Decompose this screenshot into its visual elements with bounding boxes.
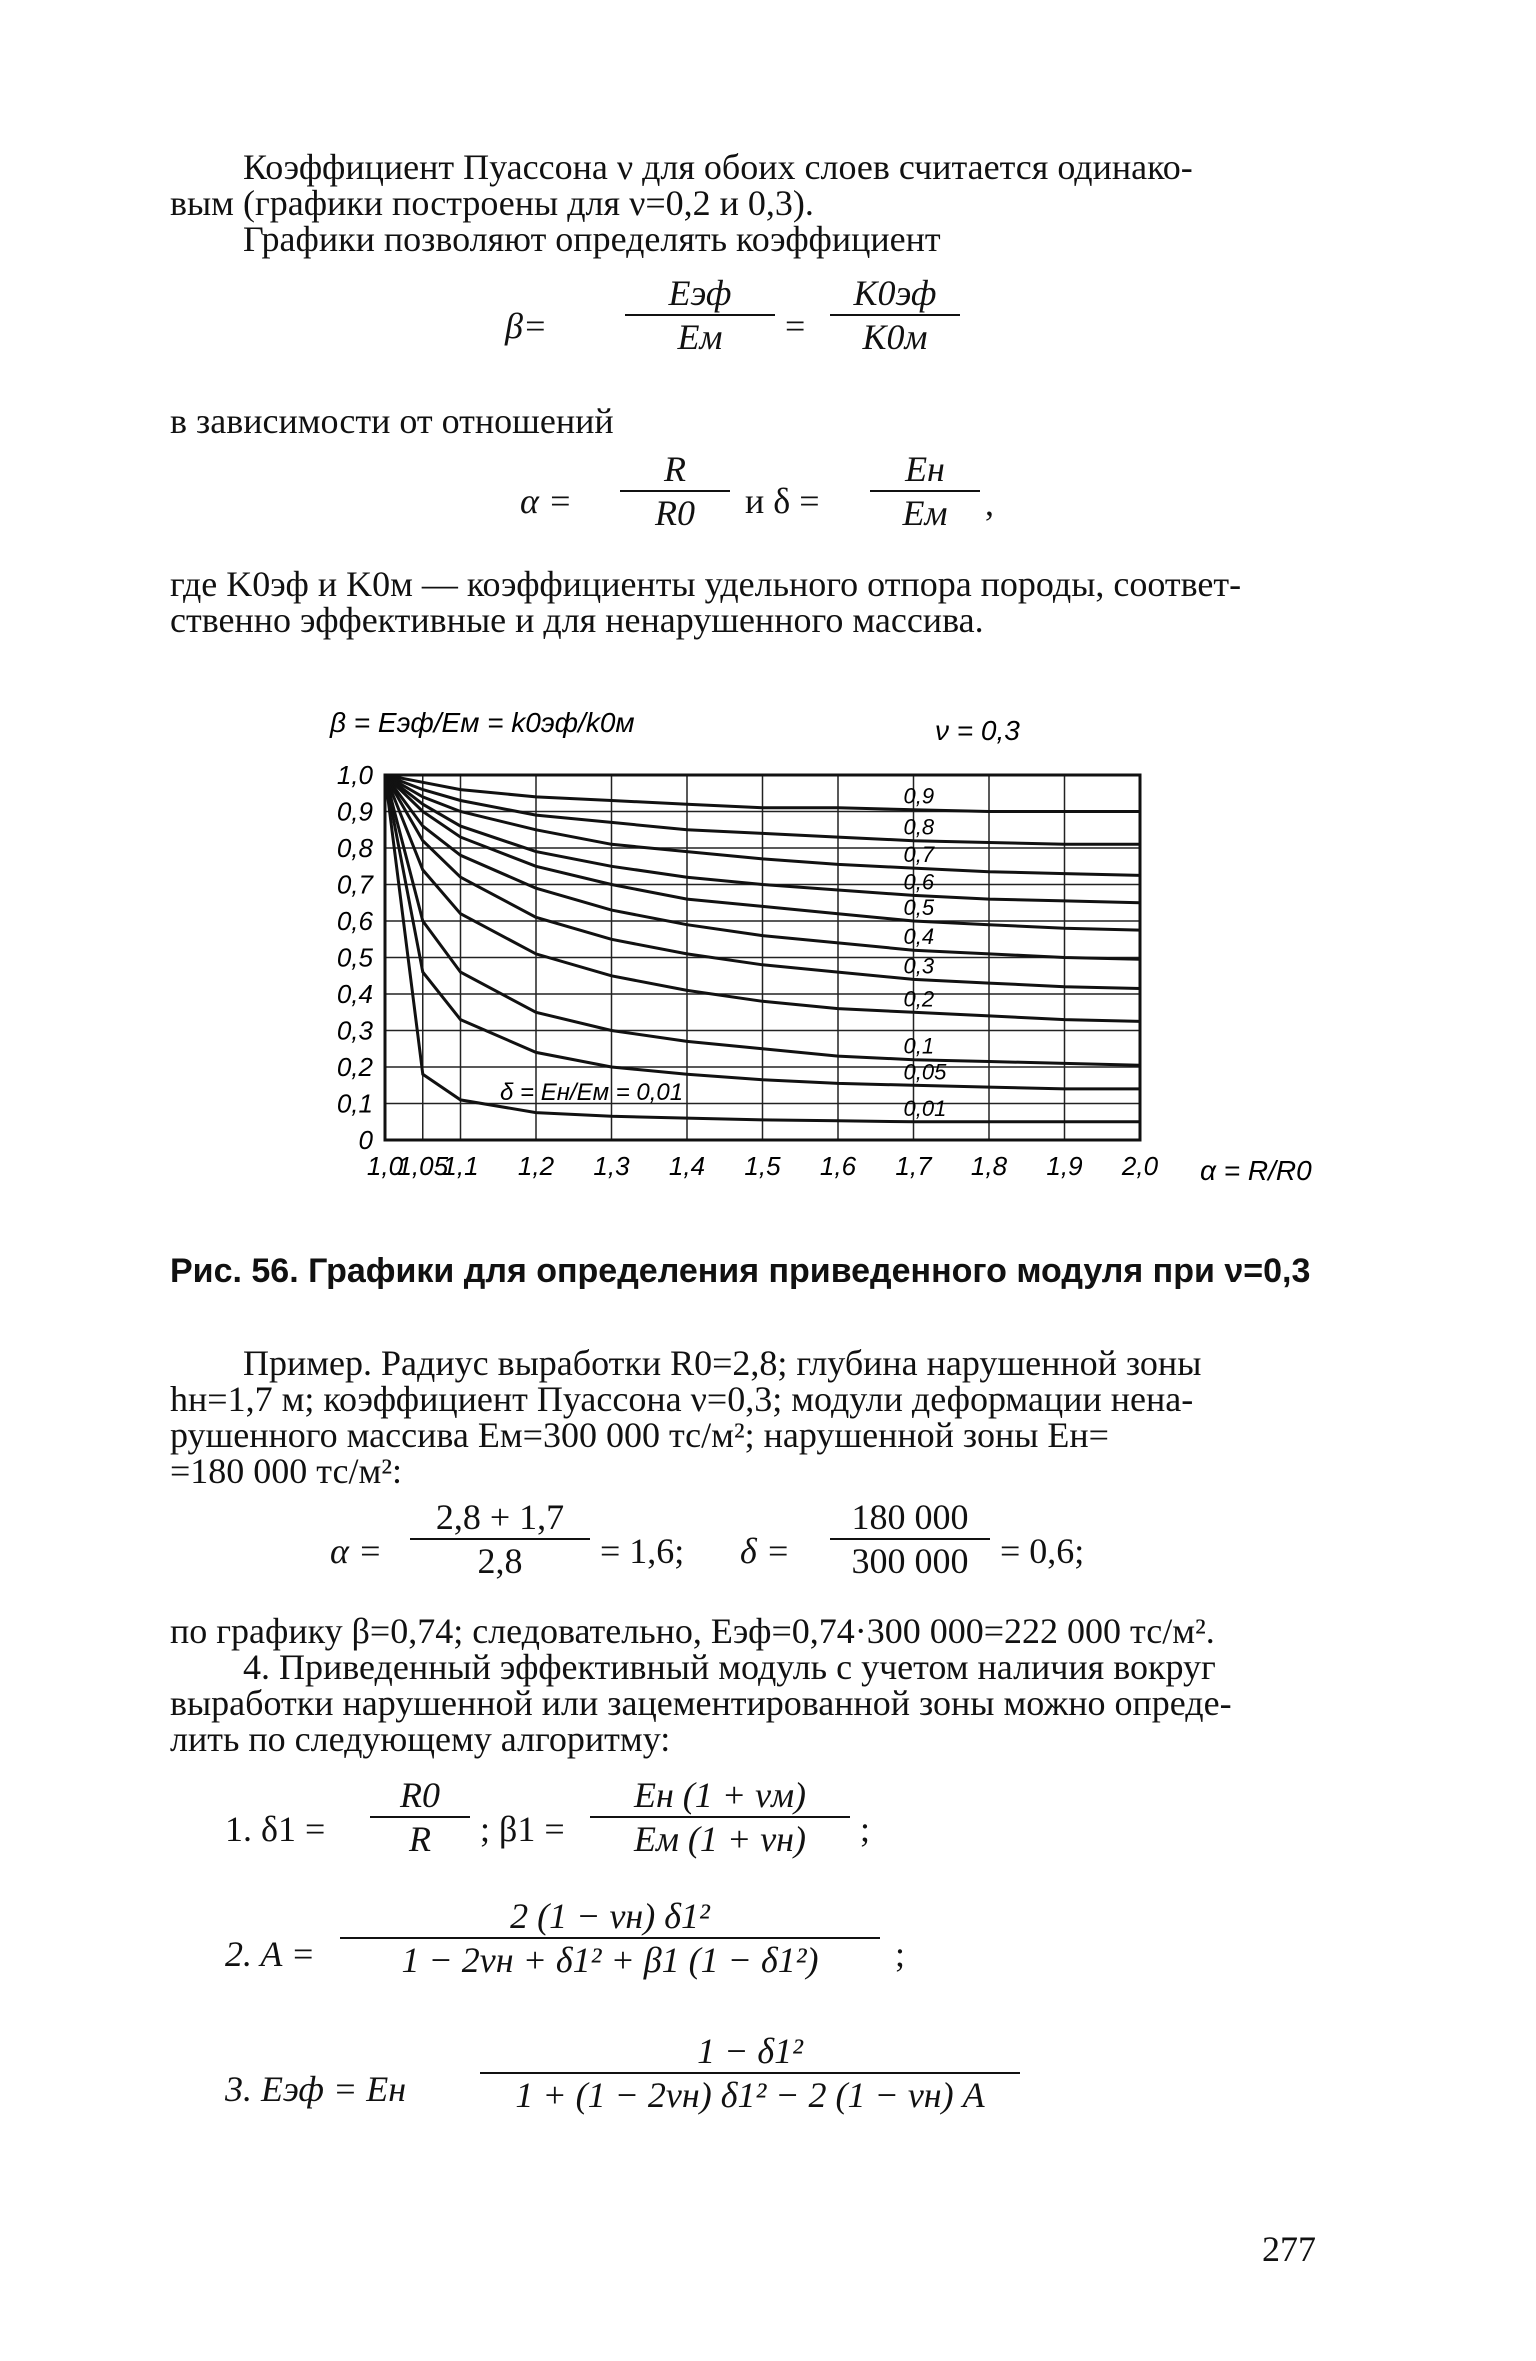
paragraph-line: выработки нарушенной или зацементированной зоны можно опреде- [170, 1683, 1232, 1723]
x-tick-label: 1,9 [1046, 1151, 1083, 1181]
x-tick-label: 1,5 [744, 1151, 781, 1181]
algo2-lhs: 2. A = [225, 1934, 315, 1974]
beta-fraction-1 [625, 272, 775, 358]
fraction-numerator: K0эф [830, 272, 960, 316]
x-tick-label: 1,2 [517, 1151, 555, 1181]
y-tick-label: 0,3 [336, 1015, 373, 1046]
fraction-numerator: R0 [370, 1774, 470, 1818]
equals-sign: = [785, 306, 806, 346]
series-label: 0,01 [903, 1095, 947, 1121]
fraction-numerator: 2,8 + 1,7 [410, 1496, 590, 1540]
y-tick-label: 0 [358, 1125, 373, 1155]
fraction-numerator: Eн (1 + νм) [590, 1774, 850, 1818]
calc-alpha-fraction [410, 1496, 590, 1582]
paragraph-line: по графику β=0,74; следовательно, Eэф=0,74·300 000=222 000 тс/м². [170, 1611, 1215, 1651]
page-number: 277 [1262, 2229, 1316, 2269]
algo1-mid: ; β1 = [480, 1809, 565, 1849]
fraction-numerator: Eн [870, 448, 980, 492]
x-tick-label: 1,6 [819, 1151, 857, 1181]
algo1-fraction-2 [590, 1774, 850, 1860]
y-tick-label: 0,6 [336, 906, 373, 936]
figure-caption: Рис. 56. Графики для определения приведенного модуля при ν=0,3 [170, 1252, 1311, 1290]
beta-chart [0, 680, 1536, 1240]
x-tick-label: 1,05 [397, 1151, 449, 1181]
fraction-denominator: Eм [677, 317, 723, 357]
series-label: 0,8 [903, 814, 935, 840]
delta-lhs: и δ = [745, 481, 820, 521]
calc-alpha-result: = 1,6; [600, 1531, 685, 1571]
x-tick-label: 1,7 [895, 1151, 932, 1181]
paragraph-line: =180 000 тс/м²: [170, 1451, 403, 1491]
fraction-numerator: Eэф [625, 272, 775, 316]
fraction-denominator: R0 [655, 493, 695, 533]
y-tick-label: 1,0 [336, 760, 373, 790]
series-label: 0,9 [903, 783, 935, 809]
algo3-lhs: 3. Eэф = Eн [225, 2069, 407, 2109]
calc-delta-lhs: δ = [740, 1531, 791, 1571]
fraction-denominator: 1 + (1 − 2νн) δ1² − 2 (1 − νн) A [515, 2075, 985, 2115]
y-tick-label: 0,5 [336, 942, 373, 973]
chart-annotation: ν = 0,3 [935, 715, 1020, 746]
calc-alpha-lhs: α = [330, 1531, 383, 1571]
paragraph-line: Коэффициент Пуассона ν для обоих слоев считается одинако- [243, 147, 1193, 187]
algo3-fraction [480, 2030, 1020, 2116]
fraction-denominator: R [409, 1819, 431, 1859]
x-tick-label: 1,0 [366, 1151, 404, 1181]
fraction-numerator: 1 − δ1² [480, 2030, 1020, 2074]
series-label: 0,7 [903, 842, 935, 868]
beta-lhs: β= [505, 306, 548, 346]
y-tick-label: 0,2 [336, 1052, 373, 1082]
paragraph-line: Пример. Радиус выработки R0=2,8; глубина нарушенной зоны [243, 1343, 1202, 1383]
x-tick-label: 1,4 [668, 1151, 706, 1181]
fraction-denominator: Eм (1 + νн) [633, 1819, 807, 1859]
calc-delta-result: = 0,6; [1000, 1531, 1085, 1571]
series-label: 0,4 [903, 924, 935, 950]
delta-label: δ = Eн/Eм = 0,01 [500, 1079, 684, 1106]
fraction-denominator: 1 − 2νн + δ1² + β1 (1 − δ1²) [401, 1940, 819, 1980]
paragraph-line: вым (графики построены для ν=0,2 и 0,3). [170, 183, 814, 223]
fraction-denominator: 2,8 [477, 1541, 523, 1581]
fraction-numerator: 2 (1 − νн) δ1² [340, 1895, 880, 1939]
paragraph-line: Графики позволяют определять коэффициент [243, 219, 941, 259]
y-tick-label: 0,8 [336, 833, 373, 863]
algo1-fraction-1 [370, 1774, 470, 1860]
paragraph-line: рушенного массива Eм=300 000 тс/м²; нарушенной зоны Eн= [170, 1415, 1109, 1455]
beta-fraction-2 [830, 272, 960, 358]
x-tick-label: 1,8 [970, 1151, 1008, 1181]
fraction-denominator: K0м [862, 317, 928, 357]
algo2-fraction [340, 1895, 880, 1981]
alpha-lhs: α = [520, 481, 573, 521]
comma: , [985, 483, 994, 523]
y-tick-label: 0,1 [336, 1088, 373, 1119]
semicolon: ; [895, 1934, 906, 1974]
y-tick-label: 0,7 [336, 869, 373, 900]
x-tick-label: 1,3 [593, 1151, 630, 1181]
paragraph-line: hн=1,7 м; коэффициент Пуассона ν=0,3; модули деформации нена- [170, 1379, 1194, 1419]
fraction-numerator: R [620, 448, 730, 492]
y-tick-label: 0,9 [336, 796, 373, 827]
paragraph-line: в зависимости от отношений [170, 401, 614, 441]
chart-xlabel: α = R/R0 [1200, 1155, 1312, 1186]
y-tick-label: 0,4 [336, 979, 373, 1009]
series-label: 0,1 [903, 1033, 935, 1059]
series-label: 0,2 [903, 986, 935, 1012]
alpha-fraction [620, 448, 730, 534]
series-label: 0,3 [903, 953, 935, 979]
fraction-denominator: 300 000 [851, 1541, 969, 1581]
paragraph-line: лить по следующему алгоритму: [170, 1719, 671, 1759]
delta-fraction [870, 448, 980, 534]
algo1-lhs: 1. δ1 = [225, 1809, 326, 1849]
fraction-numerator: 180 000 [830, 1496, 990, 1540]
paragraph-line: ственно эффективные и для ненарушенного массива. [170, 600, 984, 640]
paragraph-line: где K0эф и K0м — коэффициенты удельного отпора породы, соответ- [170, 564, 1242, 604]
fraction-denominator: Eм [902, 493, 948, 533]
series-label: 0,05 [903, 1059, 947, 1085]
x-tick-label: 2,0 [1121, 1151, 1159, 1181]
semicolon: ; [860, 1809, 871, 1849]
chart-ylabel: β = Eэф/Eм = k0эф/k0м [330, 707, 635, 738]
paragraph-line: 4. Приведенный эффективный модуль с учетом наличия вокруг [243, 1647, 1216, 1687]
series-label: 0,6 [903, 869, 935, 895]
calc-delta-fraction [830, 1496, 990, 1582]
x-tick-label: 1,1 [442, 1151, 479, 1181]
series-label: 0,5 [903, 895, 935, 920]
